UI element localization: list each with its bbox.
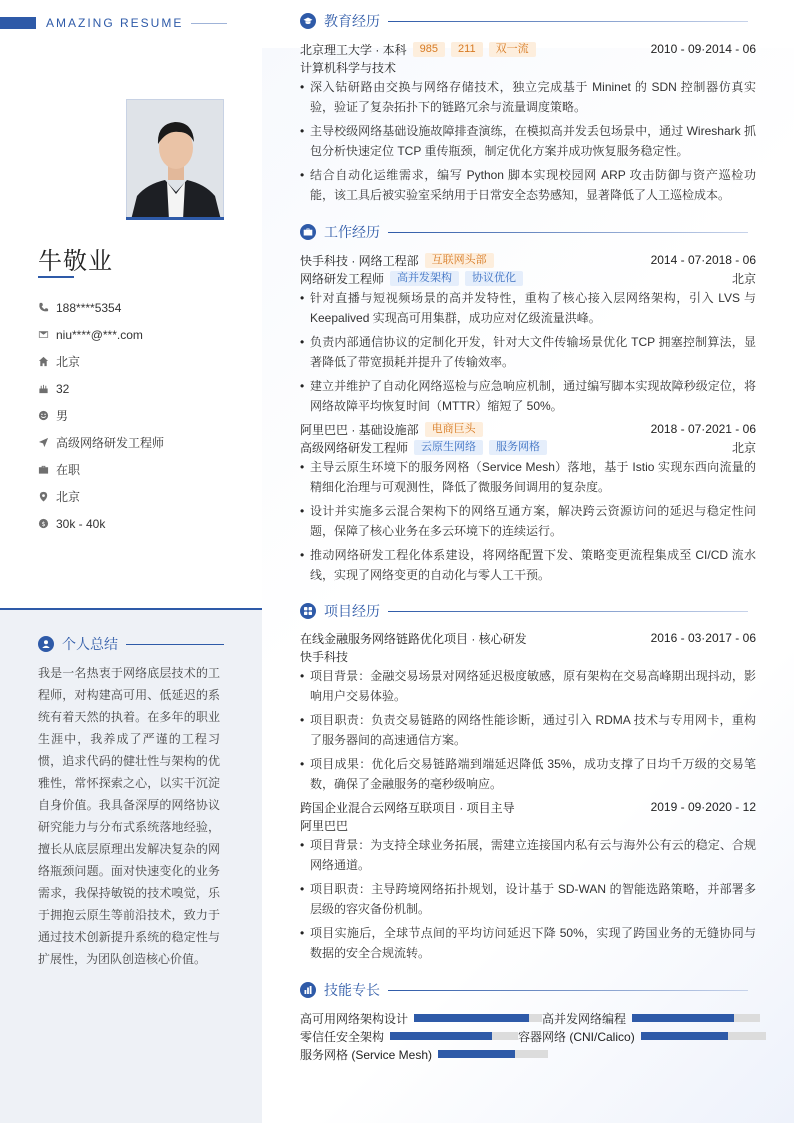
list-item: • 结合自动化运维需求，编写 Python 脚本实现校园网 ARP 攻击防御与资产巡检功能，该工具后被实验室采纳用于日常安全态势感知，显著降低了人工巡检成本。 xyxy=(300,165,756,205)
info-salary xyxy=(38,510,238,537)
info-status xyxy=(38,456,238,483)
project-name-row xyxy=(300,629,756,647)
photo-accent-bar xyxy=(126,217,224,220)
project-org: 快手科技 xyxy=(300,649,349,664)
grid-icon xyxy=(300,603,316,619)
location-icon xyxy=(38,491,56,502)
profile-photo xyxy=(126,99,224,219)
list-item: • 项目实施后，全球节点间的平均访问延迟下降 50%，实现了跨国业务的无缝协同与数据的安全合规流转。 xyxy=(300,923,756,963)
contact-info-list xyxy=(38,294,238,537)
skill-name: 容器网络 (CNI/Calico) xyxy=(518,1029,635,1044)
info-phone xyxy=(38,294,238,321)
list-item: • 深入钻研路由交换与网络存储技术，独立完成基于 Mininet 的 SDN 控制器仿真实验，验证了复杂拓扑下的链路冗余与流量调度策略。 xyxy=(300,77,756,117)
info-job-target xyxy=(38,429,238,456)
job-date: 2018 - 07·2021 - 06 xyxy=(650,422,756,436)
mail-icon xyxy=(38,329,56,340)
education-major-row xyxy=(300,58,756,76)
skill-tag: 协议优化 xyxy=(465,271,523,286)
info-gender xyxy=(38,402,238,429)
skill-level-fill xyxy=(632,1014,734,1022)
info-gender-text: 男 xyxy=(56,409,69,423)
skill-level-bar xyxy=(390,1032,518,1040)
skills-list xyxy=(300,1009,756,1063)
projects-section xyxy=(300,601,756,967)
list-item: • 项目背景：为支持全球业务拓展，需建立连接国内私有云与海外公有云的稳定、合规网络通道。 xyxy=(300,835,756,875)
project-name: 在线金融服务网络链路优化项目 · 核心研发 xyxy=(300,631,527,646)
school-tag: 双一流 xyxy=(489,42,536,57)
list-item: • 设计并实施多云混合架构下的网络互通方案，解决跨云资源访问的延迟与稳定性问题，保障了核心业务在多云环境下的连续运行。 xyxy=(300,501,756,541)
list-item: • 项目背景：金融交易场景对网络延迟极度敏感，原有架构在交易高峰期出现抖动，影响用户交易体验。 xyxy=(300,666,756,706)
cake-icon xyxy=(38,383,56,394)
job-bullets xyxy=(300,288,756,416)
skill-level-fill xyxy=(641,1032,729,1040)
summary-title: 个人总结 xyxy=(62,636,118,652)
skill-name: 高并发网络编程 xyxy=(542,1011,627,1026)
project-date: 2019 - 09·2020 - 12 xyxy=(650,800,756,814)
job-city: 北京 xyxy=(731,440,756,455)
svg-text:$: $ xyxy=(41,519,46,528)
skill-level-bar xyxy=(438,1050,548,1058)
job-position-row xyxy=(300,269,756,287)
list-item: • 建立并维护了自动化网络巡检与应急响应机制，通过编写脚本实现故障秒级定位，将网络故障平均恢复时间（MTTR）缩短了 50%。 xyxy=(300,376,756,416)
info-location-text: 北京 xyxy=(56,490,81,504)
skill-item xyxy=(300,1046,548,1063)
project-org-row xyxy=(300,816,756,834)
job-company-row xyxy=(300,420,756,438)
job-position-row xyxy=(300,438,756,456)
project-org: 阿里巴巴 xyxy=(300,818,349,833)
projects-title: 项目经历 xyxy=(324,603,380,619)
list-item: • 主导校级网络基础设施故障排查演练，在模拟高并发丢包场景中，通过 Wireshark 抓包分析快速定位 TCP 重传瓶颈，制定优化方案并成功恢复服务稳定性。 xyxy=(300,121,756,161)
skill-item xyxy=(542,1010,760,1027)
work-title: 工作经历 xyxy=(324,224,380,240)
skill-level-fill xyxy=(414,1014,529,1022)
education-date: 2010 - 09·2014 - 06 xyxy=(650,42,756,56)
education-major: 计算机科学与技术 xyxy=(300,60,397,75)
info-email-text: niu****@***.com xyxy=(56,327,143,342)
skill-item xyxy=(518,1028,766,1045)
list-item: • 推动网络研发工程化体系建设，将网络配置下发、策略变更流程集成至 CI/CD 流水线，实现了网络变更的自动化与零人工干预。 xyxy=(300,545,756,585)
project-name-row xyxy=(300,798,756,816)
list-item: • 项目职责：负责交易链路的网络性能诊断，通过引入 RDMA 技术与专用网卡，重构了服务器间的高速通信方案。 xyxy=(300,710,756,750)
money-icon xyxy=(38,518,56,529)
brand-header xyxy=(0,16,227,30)
company-tag: 电商巨头 xyxy=(425,422,483,437)
skills-section xyxy=(300,980,756,1063)
project-date: 2016 - 03·2017 - 06 xyxy=(650,631,756,645)
send-icon xyxy=(38,437,56,448)
info-location xyxy=(38,483,238,510)
job-position: 网络研发工程师 xyxy=(300,271,385,286)
phone-icon xyxy=(38,302,56,313)
work-section-header xyxy=(300,222,756,242)
skill-level-fill xyxy=(438,1050,515,1058)
project-bullets xyxy=(300,835,756,963)
school-tag: 985 xyxy=(413,42,445,57)
skills-divider xyxy=(388,990,748,991)
candidate-name: 牛敬业 xyxy=(38,248,113,275)
list-item: • 负责内部通信协议的定制化开发，针对大文件传输场景优化 TCP 拥塞控制算法，显著降低了带宽损耗并提升了传输效率。 xyxy=(300,332,756,372)
job-position: 高级网络研发工程师 xyxy=(300,440,409,455)
skills-title: 技能专长 xyxy=(324,982,380,998)
skill-name: 服务网格 (Service Mesh) xyxy=(300,1047,433,1062)
info-email xyxy=(38,321,238,348)
name-underline xyxy=(38,276,74,278)
info-residence-text: 北京 xyxy=(56,355,81,369)
skill-level-bar xyxy=(414,1014,542,1022)
summary-section-header xyxy=(38,634,224,654)
education-section xyxy=(300,11,756,209)
info-phone-text: 188****5354 xyxy=(56,300,122,315)
skill-level-bar xyxy=(632,1014,760,1022)
job-bullets xyxy=(300,457,756,585)
project-name: 跨国企业混合云网络互联项目 · 项目主导 xyxy=(300,800,515,815)
job-city: 北京 xyxy=(731,271,756,286)
skill-item xyxy=(300,1010,542,1027)
skill-row xyxy=(300,1027,756,1045)
company-tag: 互联网头部 xyxy=(425,253,494,268)
user-icon xyxy=(38,636,54,652)
brand-title: AMAZING RESUME xyxy=(46,16,184,30)
info-status-text: 在职 xyxy=(56,463,81,477)
school-name: 北京理工大学 · 本科 xyxy=(300,42,407,57)
projects-divider xyxy=(388,611,748,612)
skill-item xyxy=(300,1028,518,1045)
skill-tag: 云原生网络 xyxy=(414,440,483,455)
info-salary-text: 30k - 40k xyxy=(56,516,106,531)
education-section-header xyxy=(300,11,756,31)
skill-name: 高可用网络架构设计 xyxy=(300,1011,409,1026)
graduation-cap-icon xyxy=(300,13,316,29)
info-job-target-text: 高级网络研发工程师 xyxy=(56,436,165,450)
project-org-row xyxy=(300,647,756,665)
list-item: • 主导云原生环境下的服务网格（Service Mesh）落地，基于 Istio 实现东西向流量的精细化治理与可观测性，降低了微服务间调用的复杂度。 xyxy=(300,457,756,497)
smile-icon xyxy=(38,410,56,421)
briefcase-icon xyxy=(38,464,56,475)
info-residence xyxy=(38,348,238,375)
skill-level-bar xyxy=(641,1032,766,1040)
job-company: 快手科技 · 网络工程部 xyxy=(300,253,419,268)
education-school-row xyxy=(300,40,756,58)
summary-divider xyxy=(126,644,224,645)
bar-chart-icon xyxy=(300,982,316,998)
education-divider xyxy=(388,21,748,22)
projects-section-header xyxy=(300,601,756,621)
skills-section-header xyxy=(300,980,756,1000)
info-age-text: 32 xyxy=(56,381,70,396)
job-company: 阿里巴巴 · 基础设施部 xyxy=(300,422,419,437)
education-title: 教育经历 xyxy=(324,13,380,29)
list-item: • 项目成果：优化后交易链路端到端延迟降低 35%，成功支撑了日均千万级的交易笔数，确保了金融服务的毫秒级响应。 xyxy=(300,754,756,794)
skill-tag: 服务网格 xyxy=(489,440,547,455)
skill-row xyxy=(300,1009,756,1027)
job-date: 2014 - 07·2018 - 06 xyxy=(650,253,756,267)
education-bullets xyxy=(300,77,756,205)
school-tag: 211 xyxy=(451,42,483,57)
list-item: • 项目职责：主导跨境网络拓扑规划，设计基于 SD-WAN 的智能选路策略，并部署多层级的容灾备份机制。 xyxy=(300,879,756,919)
briefcase-icon xyxy=(300,224,316,240)
brand-divider xyxy=(191,23,227,24)
work-divider xyxy=(388,232,748,233)
list-item: • 针对直播与短视频场景的高并发特性，重构了核心接入层网络架构，引入 LVS 与 Keepalived 实现高可用集群，成功应对亿级流量洪峰。 xyxy=(300,288,756,328)
work-section xyxy=(300,222,756,589)
skill-tag: 高并发架构 xyxy=(390,271,459,286)
summary-text: 我是一名热衷于网络底层技术的工程师，对构建高可用、低延迟的系统有着天然的执着。在多年的职业生涯中，我养成了严谨的工程习惯，追求代码的健壮性与架构的优雅性，常怀探索之心，以实干沉淀自身价值。我具备深厚的网络协议研究能力与分布式系统落地经验，擅长从底层原理出发解决复杂的网络瓶颈问题。面对快速变化的业务需求，我保持敏锐的技术嗅觉，乐于拥抱云原生等前沿技术，致力于通过技术创新提升系统的稳定性与扩展性，为团队创造核心价值。 xyxy=(38,666,220,966)
job-company-row xyxy=(300,251,756,269)
home-icon xyxy=(38,356,56,367)
skill-row xyxy=(300,1045,756,1063)
project-bullets xyxy=(300,666,756,794)
info-age xyxy=(38,375,238,402)
skill-name: 零信任安全架构 xyxy=(300,1029,385,1044)
skill-level-fill xyxy=(390,1032,492,1040)
brand-accent-bar xyxy=(0,17,36,29)
